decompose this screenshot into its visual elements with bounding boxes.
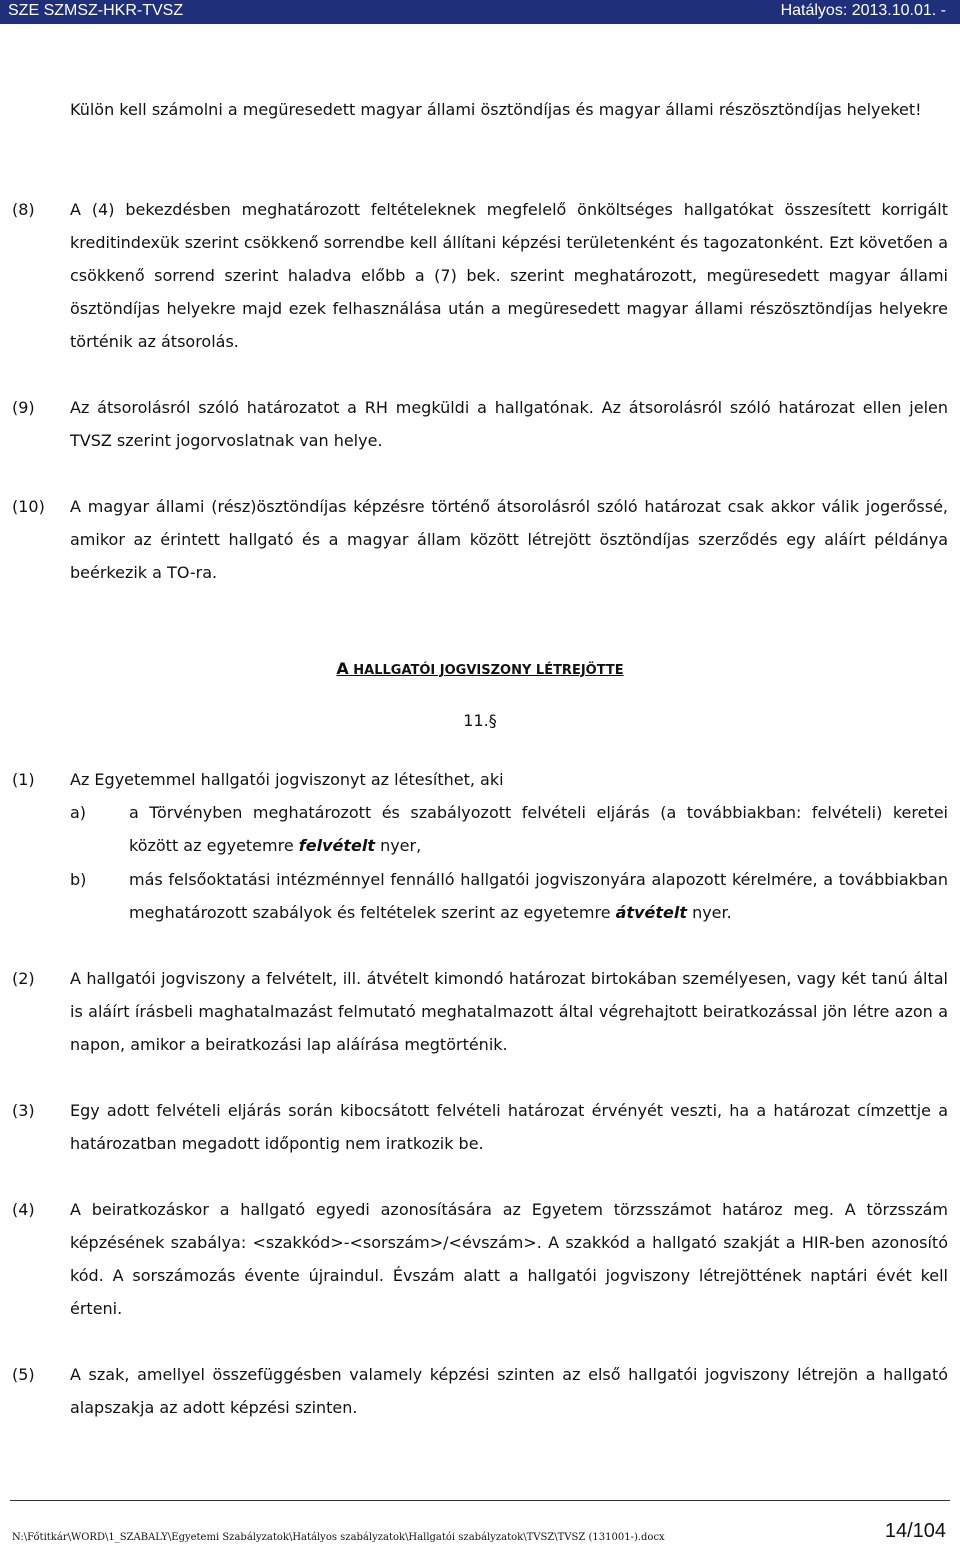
para-1-text: Az Egyetemmel hallgatói jogviszonyt az létesíthet, aki xyxy=(70,770,504,789)
footer-divider xyxy=(10,1500,950,1501)
para-3-text: Egy adott felvételi eljárás során kibocsátott felvételi határozat érvényét veszti, ha a határozat címzettje a határozatban megadott időpontig nem iratkozik be. xyxy=(70,1101,948,1153)
item-a-pre: a Törvényben meghatározott és szabályozott felvételi eljárás (a továbbiakban: felvételi) keretei között az egyetemre xyxy=(129,803,948,855)
para-2-text: A hallgatói jogviszony a felvételt, ill. átvételt kimondó határozat birtokában személyesen, vagy két tanú által is aláírt írásbeli maghatalmazást felmutató meghatalmazott által végrehajtott beiratkozással jön létre azon a napon, amikor a beiratkozási lap aláírása megtörténik. xyxy=(70,969,948,1054)
section-heading xyxy=(0,652,960,687)
para-4-text: A beiratkozáskor a hallgató egyedi azonosítására az Egyetem törzsszámot határoz meg. A törzsszám képzésének szabálya: <szakkód>-<sorszám>/<évszám>. A szakkód a hallgató szakját a HIR-ben azonosító kód. A sorszámozás évente újraindul. Évszám alatt a hallgatói jogviszony létrejöttének naptári évét kell érteni. xyxy=(70,1200,948,1318)
para-2-number: (2) xyxy=(12,969,35,988)
para-10-number: (10) xyxy=(12,497,45,516)
para-5-number: (5) xyxy=(12,1365,35,1384)
header-document-code: SZE SZMSZ-HKR-TVSZ xyxy=(8,2,184,19)
section-heading-rest: HALLGATÓI JOGVISZONY LÉTREJÖTTE xyxy=(348,663,624,678)
para-9-number: (9) xyxy=(12,398,35,417)
item-a-emphasis: felvételt xyxy=(298,836,375,855)
para-1-number: (1) xyxy=(12,770,35,789)
document-header xyxy=(0,0,960,24)
item-a-label: a) xyxy=(70,803,87,822)
footer-page-number: 14/104 xyxy=(884,1520,946,1542)
item-a-post: nyer, xyxy=(374,836,422,855)
section-number xyxy=(0,704,960,737)
para-4-number: (4) xyxy=(12,1200,35,1219)
para-9-text: Az átsorolásról szóló határozatot a RH megküldi a hallgatónak. Az átsorolásról szóló határozat ellen jelen TVSZ szerint jogorvoslatnak van helye. xyxy=(70,398,948,450)
item-b-pre: más felsőoktatási intézménnyel fennálló hallgatói jogviszonyára alapozott kérelmére, a továbbiakban meghatározott szabályok és feltételek szerint az egyetemre xyxy=(129,870,948,922)
item-b-post: nyer. xyxy=(686,903,732,922)
item-b-label: b) xyxy=(70,870,87,889)
para-8-number: (8) xyxy=(12,200,35,219)
item-b-text xyxy=(129,863,948,929)
item-a-text xyxy=(129,796,948,862)
section-number-text: 11.§ xyxy=(463,711,497,730)
footer-file-path: N:\Főtitkár\WORD\1_SZABALY\Egyetemi Szabályzatok\Hatályos szabályzatok\Hallgatói szabályzatok\TVSZ\TVSZ (131001-).docx xyxy=(12,1532,665,1543)
header-effective-date: Hatályos: 2013.10.01. - xyxy=(780,2,946,19)
para-5-text: A szak, amellyel összefüggésben valamely képzési szinten az első hallgatói jogviszony létrejön a hallgató alapszakja az adott képzési szinten. xyxy=(70,1365,948,1417)
intro-paragraph: Külön kell számolni a megüresedett magyar állami ösztöndíjas és magyar állami részösztöndíjas helyeket! xyxy=(70,100,922,119)
section-heading-initial: A xyxy=(336,659,349,678)
item-b-emphasis: átvételt xyxy=(615,903,687,922)
para-3-number: (3) xyxy=(12,1101,35,1120)
para-8-text: A (4) bekezdésben meghatározott feltételeknek megfelelő önköltséges hallgatókat összesített korrigált kreditindexük szerint csökkenő sorrendbe kell állítani képzési területenként és tagozatonként. Ezt követően a csökkenő sorrend szerint haladva előbb a (7) bek. szerint meghatározott, megüresedett magyar állami ösztöndíjas helyekre majd ezek felhasználása után a megüresedett magyar állami részösztöndíjas helyekre történik az átsorolás. xyxy=(70,200,948,351)
para-10-text: A magyar állami (rész)ösztöndíjas képzésre történő átsorolásról szóló határozat csak akkor válik jogerőssé, amikor az érintett hallgató és a magyar állam között létrejött ösztöndíjas szerződés egy aláírt példánya beérkezik a TO-ra. xyxy=(70,497,948,582)
